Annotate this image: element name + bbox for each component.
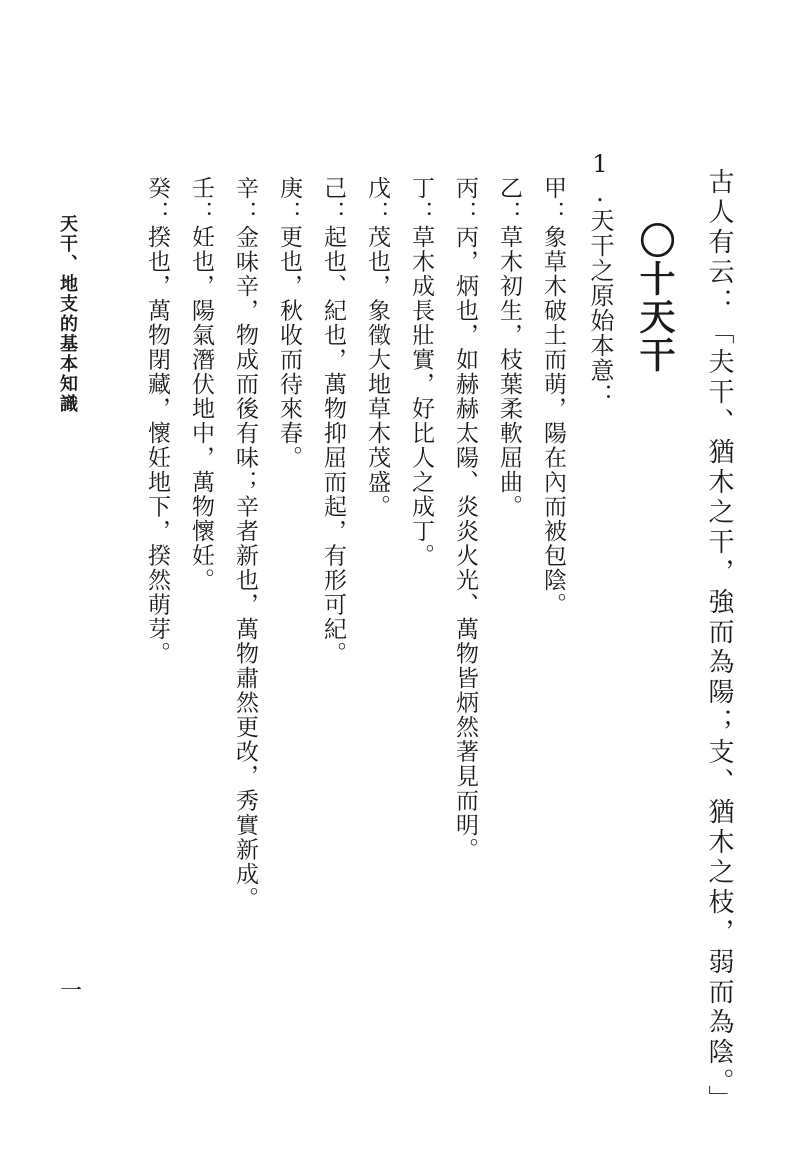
- stem-entry-xin: 辛：金味辛，物成而後有味；辛者新也，萬物肅然更改，秀實新成。: [232, 176, 258, 911]
- stem-entry-yi: 乙：草木初生，枝葉柔軟屈曲。: [496, 176, 522, 519]
- stem-entry-ren: 壬：妊也，陽氣潛伏地中，萬物懷妊。: [188, 176, 214, 593]
- stem-entry-bing: 丙：丙，炳也，如赫赫太陽、炎炎火光、萬物皆炳然著見而明。: [452, 176, 478, 862]
- stem-entry-jia: 甲：象草木破土而萌，陽在內而被包陰。: [540, 176, 566, 617]
- stem-entry-wu: 戊：茂也，象徵大地草木茂盛。: [364, 176, 390, 519]
- opening-quote: 古人有云：「夫干、猶木之干，強而為陽；支、猶木之枝，弱而為陰。」: [704, 168, 734, 1115]
- stem-entry-ji: 己：起也、紀也，萬物抑屈而起，有形可紀。: [320, 176, 346, 666]
- subsection-heading: 1.天干之原始本意：: [586, 150, 614, 408]
- running-head: 天干、地支的基本知識: [57, 214, 78, 414]
- page-number: 一: [60, 979, 83, 1004]
- stem-entry-gui: 癸：揆也，萬物閉藏，懷妊地下，揆然萌芽。: [144, 176, 170, 666]
- section-heading: 〇十天干: [634, 222, 675, 374]
- stem-entry-ding: 丁：草木成長壯實，好比人之成丁。: [408, 176, 434, 568]
- stem-entry-geng: 庚：更也，秋收而待來春。: [276, 176, 302, 470]
